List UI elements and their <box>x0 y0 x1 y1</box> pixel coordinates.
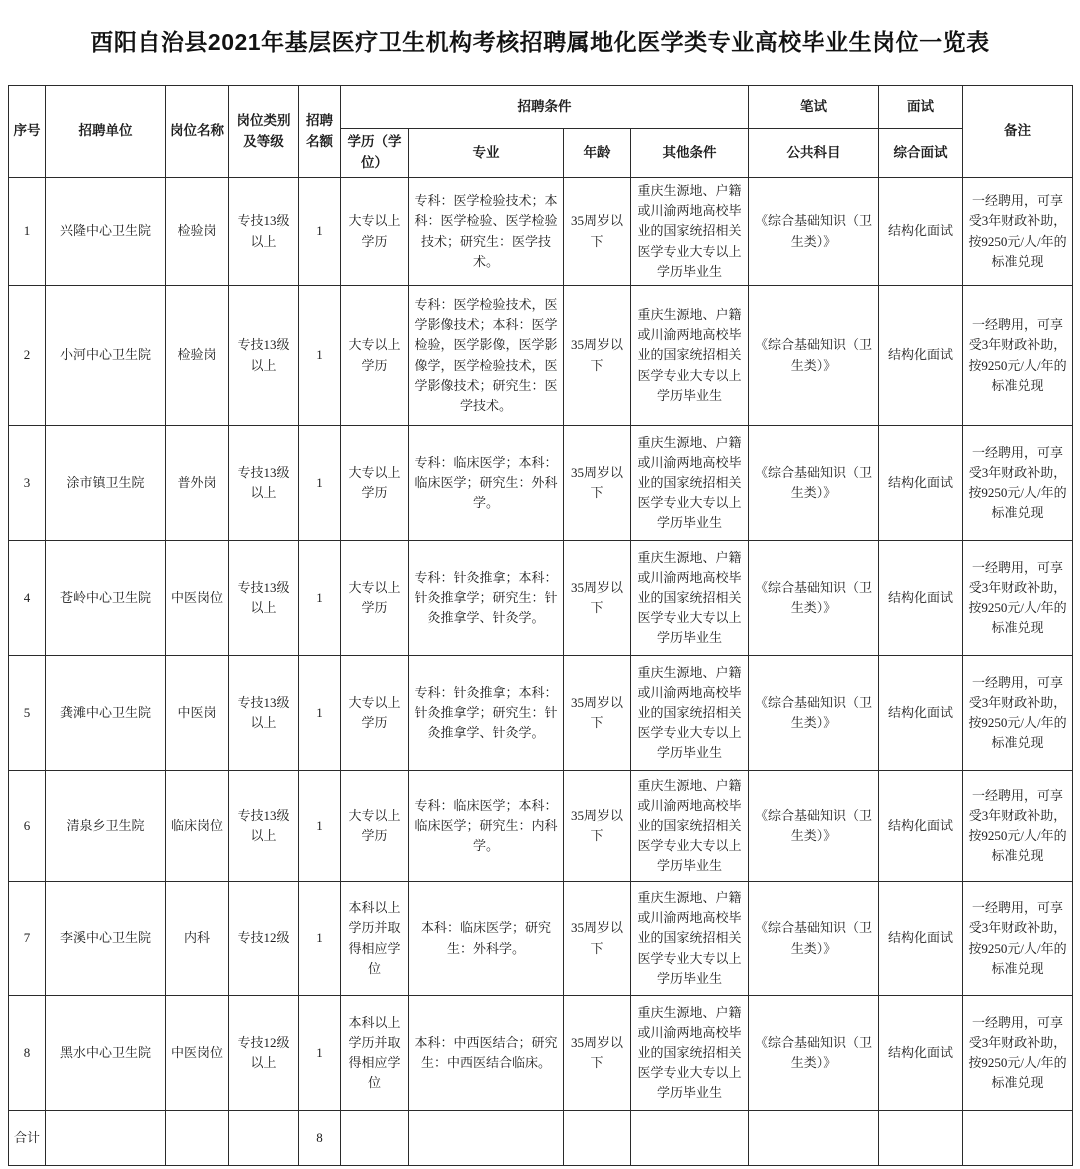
cell-post-name: 中医岗 <box>166 656 229 771</box>
cell-education: 本科以上学历并取得相应学位 <box>341 882 409 996</box>
cell-unit: 苍岭中心卫生院 <box>46 541 166 656</box>
empty-cell <box>341 1111 409 1166</box>
cell-unit: 龚滩中心卫生院 <box>46 656 166 771</box>
cell-post-name: 普外岗 <box>166 426 229 541</box>
cell-quota: 1 <box>299 771 341 882</box>
cell-interview: 结构化面试 <box>879 178 963 286</box>
cell-major: 专科：医学检验技术；本科：医学检验、医学检验技术；研究生：医学技术。 <box>409 178 564 286</box>
total-row <box>9 1111 1073 1166</box>
cell-post-name: 检验岗 <box>166 178 229 286</box>
cell-remark: 一经聘用，可享受3年财政补助，按9250元/人/年的标准兑现 <box>963 426 1073 541</box>
header-major: 专业 <box>409 129 564 178</box>
cell-unit: 清泉乡卫生院 <box>46 771 166 882</box>
cell-other: 重庆生源地、户籍或川渝两地高校毕业的国家统招相关医学专业大专以上学历毕业生 <box>631 771 749 882</box>
cell-major: 专科：针灸推拿；本科：针灸推拿学；研究生：针灸推拿学、针灸学。 <box>409 656 564 771</box>
cell-age: 35周岁以下 <box>564 771 631 882</box>
empty-cell <box>46 1111 166 1166</box>
total-quota: 8 <box>299 1111 341 1166</box>
cell-major: 专科：临床医学；本科：临床医学；研究生：内科学。 <box>409 771 564 882</box>
cell-written-subject: 《综合基础知识（卫生类）》 <box>749 541 879 656</box>
cell-post-name: 临床岗位 <box>166 771 229 882</box>
header-post-grade: 岗位类别及等级 <box>229 86 299 178</box>
table-row <box>9 656 1073 771</box>
cell-post-grade: 专技13级以上 <box>229 178 299 286</box>
header-other: 其他条件 <box>631 129 749 178</box>
cell-remark: 一经聘用，可享受3年财政补助，按9250元/人/年的标准兑现 <box>963 996 1073 1111</box>
cell-major: 本科：中西医结合；研究生：中西医结合临床。 <box>409 996 564 1111</box>
cell-interview: 结构化面试 <box>879 996 963 1111</box>
cell-seq: 2 <box>9 286 46 426</box>
cell-age: 35周岁以下 <box>564 996 631 1111</box>
cell-education: 大专以上学历 <box>341 541 409 656</box>
header-interview-group: 面试 <box>879 86 963 129</box>
cell-quota: 1 <box>299 541 341 656</box>
cell-education: 大专以上学历 <box>341 286 409 426</box>
cell-age: 35周岁以下 <box>564 426 631 541</box>
cell-education: 大专以上学历 <box>341 771 409 882</box>
cell-other: 重庆生源地、户籍或川渝两地高校毕业的国家统招相关医学专业大专以上学历毕业生 <box>631 178 749 286</box>
cell-seq: 8 <box>9 996 46 1111</box>
cell-remark: 一经聘用，可享受3年财政补助，按9250元/人/年的标准兑现 <box>963 771 1073 882</box>
cell-seq: 1 <box>9 178 46 286</box>
cell-interview: 结构化面试 <box>879 882 963 996</box>
cell-seq: 5 <box>9 656 46 771</box>
cell-other: 重庆生源地、户籍或川渝两地高校毕业的国家统招相关医学专业大专以上学历毕业生 <box>631 656 749 771</box>
cell-age: 35周岁以下 <box>564 541 631 656</box>
header-row-1 <box>9 86 1073 129</box>
header-post-name: 岗位名称 <box>166 86 229 178</box>
cell-age: 35周岁以下 <box>564 286 631 426</box>
cell-quota: 1 <box>299 882 341 996</box>
cell-other: 重庆生源地、户籍或川渝两地高校毕业的国家统招相关医学专业大专以上学历毕业生 <box>631 541 749 656</box>
cell-major: 专科：针灸推拿；本科：针灸推拿学；研究生：针灸推拿学、针灸学。 <box>409 541 564 656</box>
cell-seq: 7 <box>9 882 46 996</box>
empty-cell <box>166 1111 229 1166</box>
cell-seq: 3 <box>9 426 46 541</box>
cell-quota: 1 <box>299 426 341 541</box>
cell-major: 本科：临床医学；研究生：外科学。 <box>409 882 564 996</box>
cell-quota: 1 <box>299 286 341 426</box>
cell-interview: 结构化面试 <box>879 656 963 771</box>
cell-written-subject: 《综合基础知识（卫生类）》 <box>749 286 879 426</box>
header-education: 学历（学位） <box>341 129 409 178</box>
total-label: 合计 <box>9 1111 46 1166</box>
cell-quota: 1 <box>299 178 341 286</box>
table-row <box>9 996 1073 1111</box>
cell-other: 重庆生源地、户籍或川渝两地高校毕业的国家统招相关医学专业大专以上学历毕业生 <box>631 882 749 996</box>
cell-post-name: 检验岗 <box>166 286 229 426</box>
cell-written-subject: 《综合基础知识（卫生类）》 <box>749 882 879 996</box>
cell-post-grade: 专技12级以上 <box>229 996 299 1111</box>
cell-unit: 兴隆中心卫生院 <box>46 178 166 286</box>
header-conditions-group: 招聘条件 <box>341 86 749 129</box>
header-quota: 招聘名额 <box>299 86 341 178</box>
cell-interview: 结构化面试 <box>879 771 963 882</box>
header-unit: 招聘单位 <box>46 86 166 178</box>
cell-written-subject: 《综合基础知识（卫生类）》 <box>749 656 879 771</box>
header-remark: 备注 <box>963 86 1073 178</box>
cell-written-subject: 《综合基础知识（卫生类）》 <box>749 996 879 1111</box>
cell-remark: 一经聘用，可享受3年财政补助，按9250元/人/年的标准兑现 <box>963 541 1073 656</box>
table-row <box>9 178 1073 286</box>
cell-post-grade: 专技13级以上 <box>229 656 299 771</box>
cell-remark: 一经聘用，可享受3年财政补助，按9250元/人/年的标准兑现 <box>963 656 1073 771</box>
table-row <box>9 771 1073 882</box>
cell-post-grade: 专技13级以上 <box>229 771 299 882</box>
cell-age: 35周岁以下 <box>564 656 631 771</box>
header-seq: 序号 <box>9 86 46 178</box>
cell-quota: 1 <box>299 996 341 1111</box>
cell-major: 专科：临床医学；本科：临床医学；研究生：外科学。 <box>409 426 564 541</box>
cell-education: 大专以上学历 <box>341 178 409 286</box>
empty-cell <box>631 1111 749 1166</box>
cell-interview: 结构化面试 <box>879 286 963 426</box>
cell-unit: 黑水中心卫生院 <box>46 996 166 1111</box>
cell-unit: 涂市镇卫生院 <box>46 426 166 541</box>
header-interview-type: 综合面试 <box>879 129 963 178</box>
header-age: 年龄 <box>564 129 631 178</box>
cell-written-subject: 《综合基础知识（卫生类）》 <box>749 178 879 286</box>
header-written-group: 笔试 <box>749 86 879 129</box>
cell-other: 重庆生源地、户籍或川渝两地高校毕业的国家统招相关医学专业大专以上学历毕业生 <box>631 426 749 541</box>
cell-major: 专科：医学检验技术，医学影像技术；本科：医学检验，医学影像，医学影像学，医学检验技术，医学影像技术；研究生：医学技术。 <box>409 286 564 426</box>
page-title: 酉阳自治县2021年基层医疗卫生机构考核招聘属地化医学类专业高校毕业生岗位一览表 <box>90 29 990 55</box>
cell-post-name: 中医岗位 <box>166 996 229 1111</box>
cell-post-grade: 专技12级 <box>229 882 299 996</box>
table-row <box>9 541 1073 656</box>
cell-remark: 一经聘用，可享受3年财政补助，按9250元/人/年的标准兑现 <box>963 178 1073 286</box>
cell-remark: 一经聘用，可享受3年财政补助，按9250元/人/年的标准兑现 <box>963 286 1073 426</box>
table-row <box>9 426 1073 541</box>
cell-other: 重庆生源地、户籍或川渝两地高校毕业的国家统招相关医学专业大专以上学历毕业生 <box>631 286 749 426</box>
cell-quota: 1 <box>299 656 341 771</box>
cell-post-name: 中医岗位 <box>166 541 229 656</box>
cell-unit: 小河中心卫生院 <box>46 286 166 426</box>
cell-unit: 李溪中心卫生院 <box>46 882 166 996</box>
cell-post-grade: 专技13级以上 <box>229 286 299 426</box>
cell-written-subject: 《综合基础知识（卫生类）》 <box>749 426 879 541</box>
cell-interview: 结构化面试 <box>879 426 963 541</box>
table-row <box>9 882 1073 996</box>
table-row <box>9 286 1073 426</box>
empty-cell <box>963 1111 1073 1166</box>
cell-education: 大专以上学历 <box>341 426 409 541</box>
cell-seq: 6 <box>9 771 46 882</box>
empty-cell <box>409 1111 564 1166</box>
cell-age: 35周岁以下 <box>564 178 631 286</box>
header-written-subject: 公共科目 <box>749 129 879 178</box>
empty-cell <box>564 1111 631 1166</box>
cell-age: 35周岁以下 <box>564 882 631 996</box>
positions-table <box>8 85 1073 1166</box>
cell-post-name: 内科 <box>166 882 229 996</box>
cell-post-grade: 专技13级以上 <box>229 541 299 656</box>
cell-post-grade: 专技13级以上 <box>229 426 299 541</box>
cell-other: 重庆生源地、户籍或川渝两地高校毕业的国家统招相关医学专业大专以上学历毕业生 <box>631 996 749 1111</box>
cell-education: 大专以上学历 <box>341 656 409 771</box>
cell-education: 本科以上学历并取得相应学位 <box>341 996 409 1111</box>
cell-interview: 结构化面试 <box>879 541 963 656</box>
cell-remark: 一经聘用，可享受3年财政补助，按9250元/人/年的标准兑现 <box>963 882 1073 996</box>
cell-seq: 4 <box>9 541 46 656</box>
empty-cell <box>879 1111 963 1166</box>
cell-written-subject: 《综合基础知识（卫生类）》 <box>749 771 879 882</box>
empty-cell <box>229 1111 299 1166</box>
empty-cell <box>749 1111 879 1166</box>
